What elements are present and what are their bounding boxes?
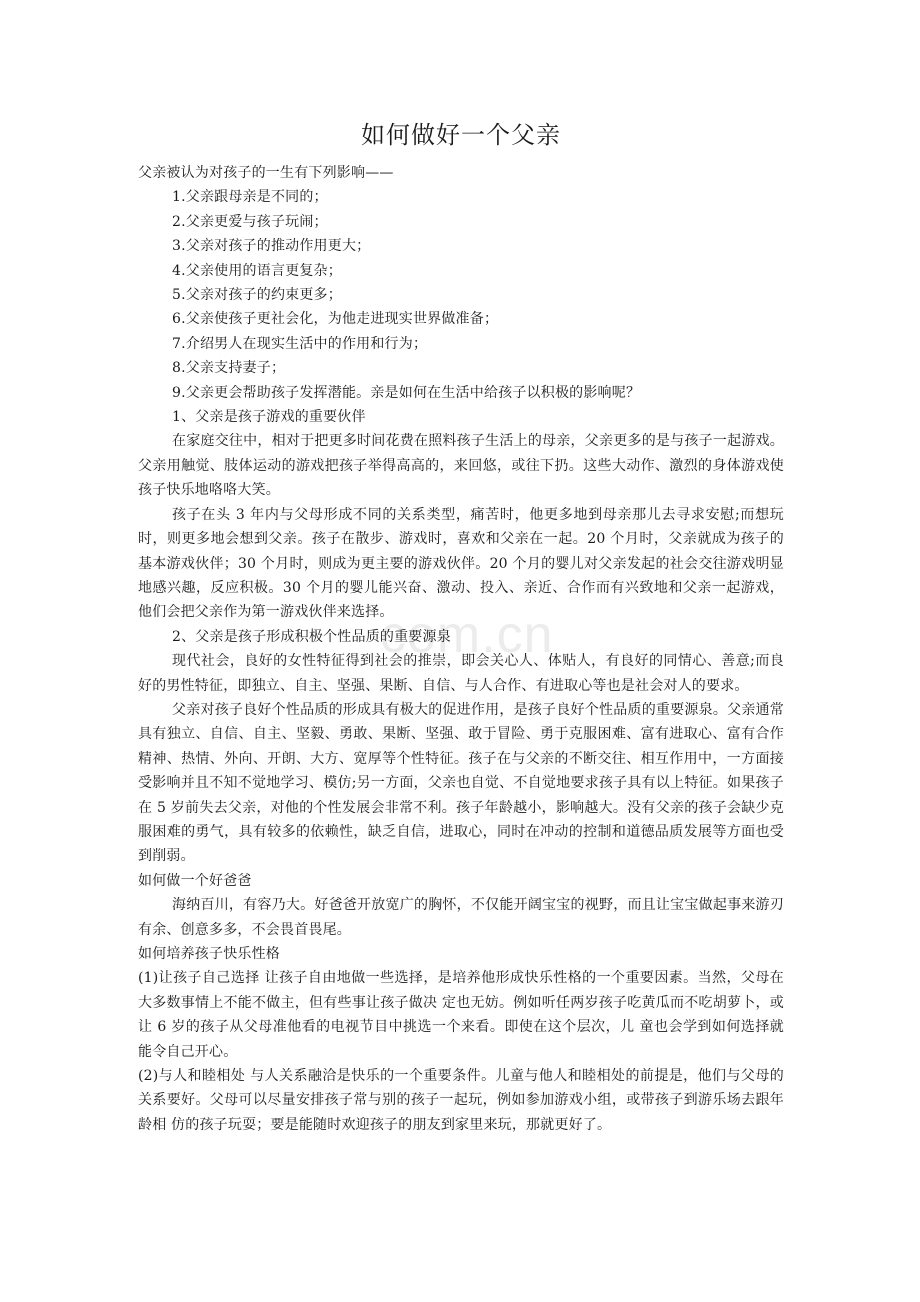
list-item: 5.父亲对孩子的约束更多； xyxy=(172,287,342,304)
section2-paragraph: 现代社会，良好的女性特征得到社会的推崇，即会关心人、体贴人，有良好的同情心、善意;而良好的男性特征，即独立、自主、坚强、果断、自信、与人合作、有进取心等也是社会对人的要求。 xyxy=(138,653,784,694)
list-item: 7.介绍男人在现实生活中的作用和行为； xyxy=(172,335,428,352)
document-body xyxy=(138,118,784,1137)
happy-paragraph: (1)让孩子自己选择 让孩子自由地做一些选择，是培养他形成快乐性格的一个重要因素。当然，父母在大多数事情上不能不做主，但有些事让孩子做决 定也无妨。例如听任两岁孩子吃黄瓜而不吃胡萝卜，或让 6 岁的孩子从父母准他看的电视节目中挑选一个来看。即使在这个层次，儿 童也会学到如何选择就能令自己开心。 xyxy=(138,970,784,1060)
section2-heading: 2、父亲是孩子形成积极个性品质的重要源泉 xyxy=(172,628,451,645)
section1-heading: 1、父亲是孩子游戏的重要伙伴 xyxy=(172,409,366,426)
good-dad-paragraph: 海纳百川，有容乃大。好爸爸开放宽广的胸怀，不仅能开阔宝宝的视野，而且让宝宝做起事来游刃有余、创意多多，不会畏首畏尾。 xyxy=(138,897,784,938)
happy-paragraph: (2)与人和睦相处 与人关系融洽是快乐的一个重要条件。儿童与他人和睦相处的前提是，他们与父母的关系要好。父母可以尽量安排孩子常与别的孩子一起玩，例如参加游戏小组，或带孩子到游乐场去跟年龄相 仿的孩子玩耍；要是能随时欢迎孩子的朋友到家里来玩，那就更好了。 xyxy=(138,1068,784,1133)
section1-paragraph: 孩子在头 3 年内与父母形成不同的关系类型，痛苦时，他更多地到母亲那儿去寻求安慰;而想玩时，则更多地会想到父亲。孩子在散步、游戏时，喜欢和父亲在一起。20 个月时，父亲就成为孩子的基本游戏伙伴；30 个月时，则成为更主要的游戏伙伴。20 个月的婴儿对父亲发起的社会交往游戏明显地感兴趣，反应积极。30 个月的婴儿能兴奋、激动、投入、亲近、合作而有兴致地和父亲一起游戏，他们会把父亲作为第一游戏伙伴来选择。 xyxy=(138,506,784,621)
watermark: com.cn xyxy=(380,606,554,664)
list-item: 4.父亲使用的语言更复杂； xyxy=(172,262,342,279)
good-dad-heading: 如何做一个好爸爸 xyxy=(138,872,252,889)
list-item: 1.父亲跟母亲是不同的； xyxy=(172,189,328,206)
happy-heading: 如何培养孩子快乐性格 xyxy=(138,946,280,962)
section2-paragraph: 父亲对孩子良好个性品质的形成具有极大的促进作用，是孩子良好个性品质的重要源泉。父亲通常具有独立、自信、自主、坚毅、勇敢、果断、坚强、敢于冒险、勇于克服困难、富有进取心、富有合作精神、热情、外向、开朗、大方、宽厚等个性特征。孩子在与父亲的不断交往、相互作用中，一方面接受影响并且不知不觉地学习、模仿;另一方面，父亲也自觉、不自觉地要求孩子具有以上特征。如果孩子在 5 岁前失去父亲，对他的个性发展会非常不利。孩子年龄越小，影响越大。没有父亲的孩子会缺少克服困难的勇气，具有较多的依赖性，缺乏自信，进取心，同时在冲动的控制和道德品质发展等方面也受到削弱。 xyxy=(138,701,784,865)
intro-line: 父亲被认为对孩子的一生有下列影响—— xyxy=(138,165,394,181)
influence-list xyxy=(138,185,784,405)
list-item: 6.父亲使孩子更社会化，为他走进现实世界做准备； xyxy=(172,311,499,328)
list-item: 8.父亲支持妻子； xyxy=(172,360,286,377)
document-title: 如何做好一个父亲 xyxy=(361,121,561,149)
list-item: 9.父亲更会帮助孩子发挥潜能。亲是如何在生活中给孩子以积极的影响呢？ xyxy=(172,384,641,401)
list-item: 3.父亲对孩子的推动作用更大； xyxy=(172,238,371,255)
section1-paragraph: 在家庭交往中，相对于把更多时间花费在照料孩子生活上的母亲，父亲更多的是与孩子一起游戏。父亲用触觉、肢体运动的游戏把孩子举得高高的，来回悠，或往下扔。这些大动作、激烈的身体游戏使孩子快乐地咯咯大笑。 xyxy=(138,433,784,499)
list-item: 2.父亲更爱与孩子玩闹； xyxy=(172,213,328,230)
